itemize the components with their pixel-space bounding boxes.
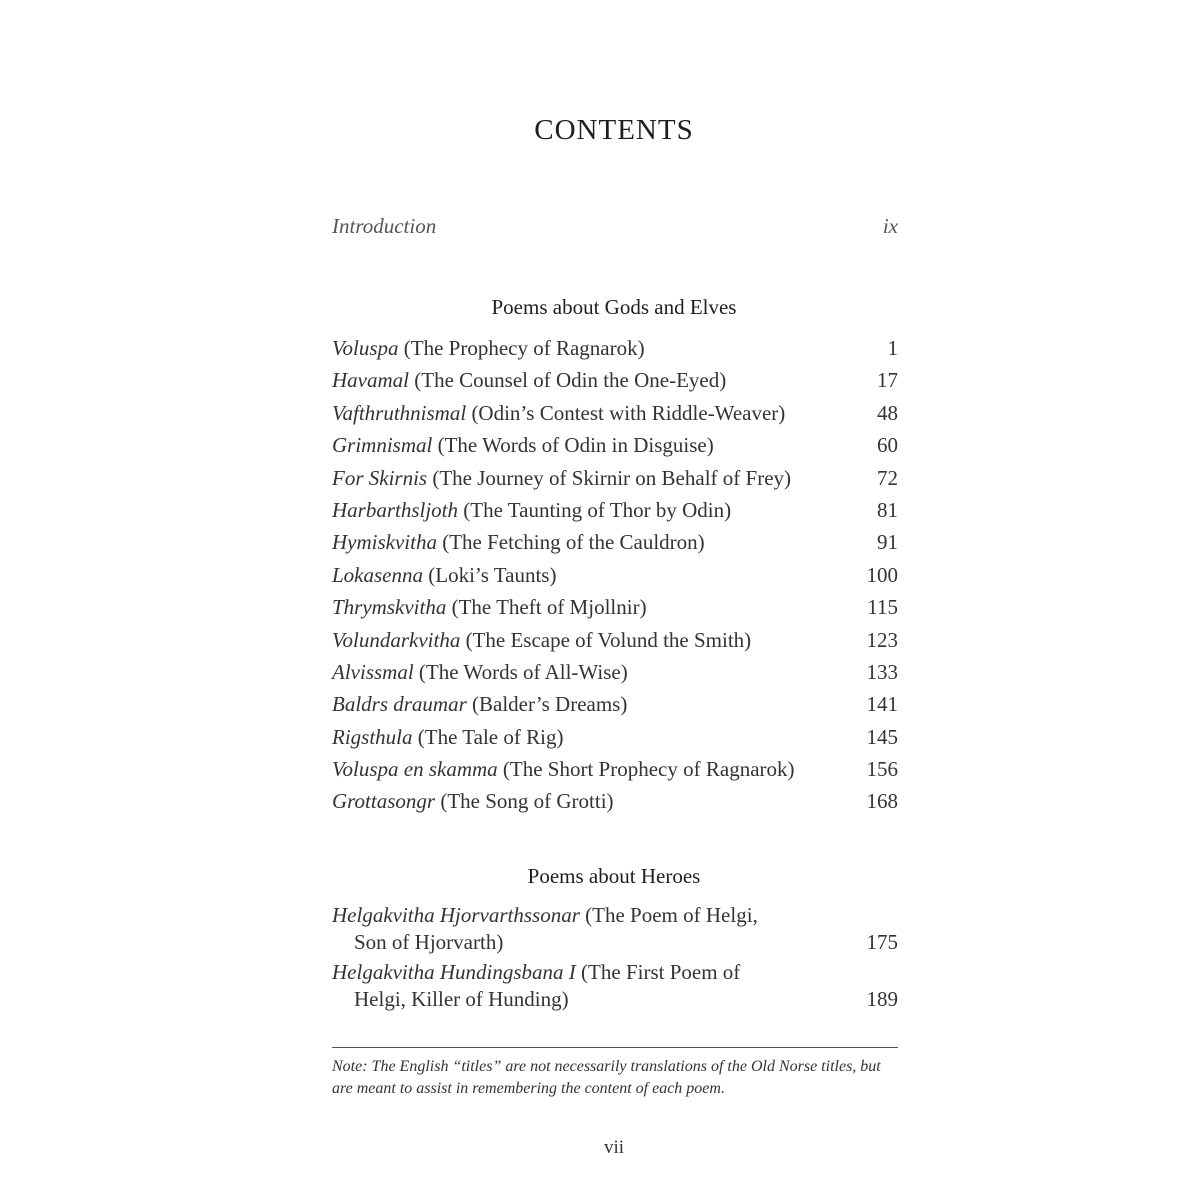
toc-page-number: 156 <box>866 757 898 782</box>
page-title: CONTENTS <box>534 114 694 146</box>
footnote: Note: The English “titles” are not necessarily translations of the Old Norse titles, but are meant to assist in remembering the content of each poem. <box>332 1058 881 1097</box>
toc-page-number: 123 <box>866 627 898 652</box>
toc-entry-old-title: Alvissmal <box>332 659 414 684</box>
toc-entry[interactable] <box>332 333 898 365</box>
toc-page-number: 168 <box>866 789 898 814</box>
toc-entry-old-title: Thrymskvitha <box>332 595 447 620</box>
toc-entry-english-title: (The Tale of Rig) <box>412 724 564 749</box>
toc-entry[interactable] <box>332 786 898 818</box>
toc-page-number: 91 <box>877 530 898 555</box>
toc-entry[interactable] <box>332 689 898 721</box>
toc-entry-english-title: (The Escape of Volund the Smith) <box>460 627 752 652</box>
toc-entry-old-title: For Skirnis <box>332 465 428 490</box>
toc-entry[interactable] <box>332 959 898 1013</box>
toc-entry[interactable] <box>332 722 898 754</box>
toc-entry[interactable] <box>332 902 898 956</box>
toc-entry[interactable] <box>332 398 898 430</box>
toc-page-number: 1 <box>887 336 898 360</box>
section-heading-heroes: Poems about Heroes <box>527 864 701 888</box>
toc-list-heroes <box>332 902 898 1015</box>
page-number: vii <box>603 1137 625 1158</box>
footnote-rule <box>332 1047 898 1048</box>
toc-page-number: 17 <box>877 368 898 393</box>
toc-entry-english-title: (The Short Prophecy of Ragnarok) <box>497 757 795 782</box>
toc-entry-old-title: Lokasenna <box>332 562 423 587</box>
toc-entry[interactable] <box>332 365 898 397</box>
toc-entry[interactable] <box>332 592 898 624</box>
toc-entry-old-title: Grimnismal <box>332 433 433 458</box>
toc-page-number: 133 <box>866 659 898 684</box>
toc-entry-english-title: (The Journey of Skirnir on Behalf of Frey) <box>427 465 792 490</box>
toc-entry[interactable] <box>332 463 898 495</box>
toc-entry-old-title: Grottasongr <box>332 789 436 814</box>
toc-entry-old-title: Volundarkvitha <box>332 627 461 652</box>
toc-entry[interactable] <box>332 430 898 462</box>
toc-entry-english-title: (The Counsel of Odin the One-Eyed) <box>409 368 727 393</box>
toc-entry-english-title-continued: Son of Hjorvarth) <box>354 930 504 954</box>
toc-page-number: 115 <box>867 595 898 620</box>
toc-entry-old-title: Havamal <box>332 368 409 393</box>
toc-page-number: 48 <box>877 400 898 425</box>
toc-entry-english-title: (The Prophecy of Ragnarok) <box>398 336 645 360</box>
toc-entry-old-title: Voluspa en skamma <box>332 757 498 782</box>
toc-entry-old-title: Vafthruthnismal <box>332 400 467 425</box>
toc-entry-old-title: Voluspa <box>332 336 399 360</box>
toc-page-number: ix <box>882 214 898 238</box>
toc-entry-english-title: (The Taunting of Thor by Odin) <box>458 497 732 522</box>
toc-entry-english-title: (The First Poem of <box>575 960 741 984</box>
toc-page-number: 141 <box>866 692 898 717</box>
toc-entry[interactable] <box>332 657 898 689</box>
toc-page-number: 189 <box>866 987 898 1011</box>
toc-entry[interactable] <box>332 527 898 559</box>
toc-entry-old-title: Rigsthula <box>332 724 413 749</box>
section-heading-gods-elves: Poems about Gods and Elves <box>491 295 737 319</box>
toc-entry-old-title: Helgakvitha Hundingsbana I <box>332 960 576 984</box>
toc-entry-old-title: Harbarthsljoth <box>332 497 459 522</box>
toc-page-number: 100 <box>866 562 898 587</box>
toc-entry-english-title-continued: Helgi, Killer of Hunding) <box>354 987 569 1011</box>
toc-entry-introduction[interactable] <box>332 214 898 244</box>
toc-entry[interactable] <box>332 560 898 592</box>
toc-page-number: 72 <box>877 465 898 490</box>
toc-entry-english-title: (The Fetching of the Cauldron) <box>436 530 705 555</box>
toc-entry-old-title: Hymiskvitha <box>332 530 437 555</box>
toc-entry-english-title: (The Poem of Helgi, <box>579 903 758 927</box>
toc-entry[interactable] <box>332 495 898 527</box>
toc-entry-english-title: (The Song of Grotti) <box>435 789 614 814</box>
toc-page-number: 60 <box>877 433 898 458</box>
toc-entry-title: Introduction <box>332 214 437 238</box>
toc-entry-old-title: Helgakvitha Hjorvarthssonar <box>332 903 580 927</box>
toc-entry-english-title: (Loki’s Taunts) <box>423 562 557 587</box>
toc-entry-english-title: (The Theft of Mjollnir) <box>446 595 647 620</box>
toc-entry-old-title: Baldrs draumar <box>332 692 467 717</box>
toc-entry-english-title: (Odin’s Contest with Riddle-Weaver) <box>466 400 786 425</box>
toc-entry-english-title: (The Words of All-Wise) <box>413 659 628 684</box>
toc-page-number: 175 <box>866 930 898 954</box>
toc-entry-english-title: (Balder’s Dreams) <box>466 692 628 717</box>
toc-page-number: 145 <box>866 724 898 749</box>
toc-entry[interactable] <box>332 754 898 786</box>
toc-list-gods-elves <box>332 333 898 819</box>
toc-page-number: 81 <box>877 497 898 522</box>
toc-entry-english-title: (The Words of Odin in Disguise) <box>432 433 714 458</box>
toc-entry[interactable] <box>332 625 898 657</box>
